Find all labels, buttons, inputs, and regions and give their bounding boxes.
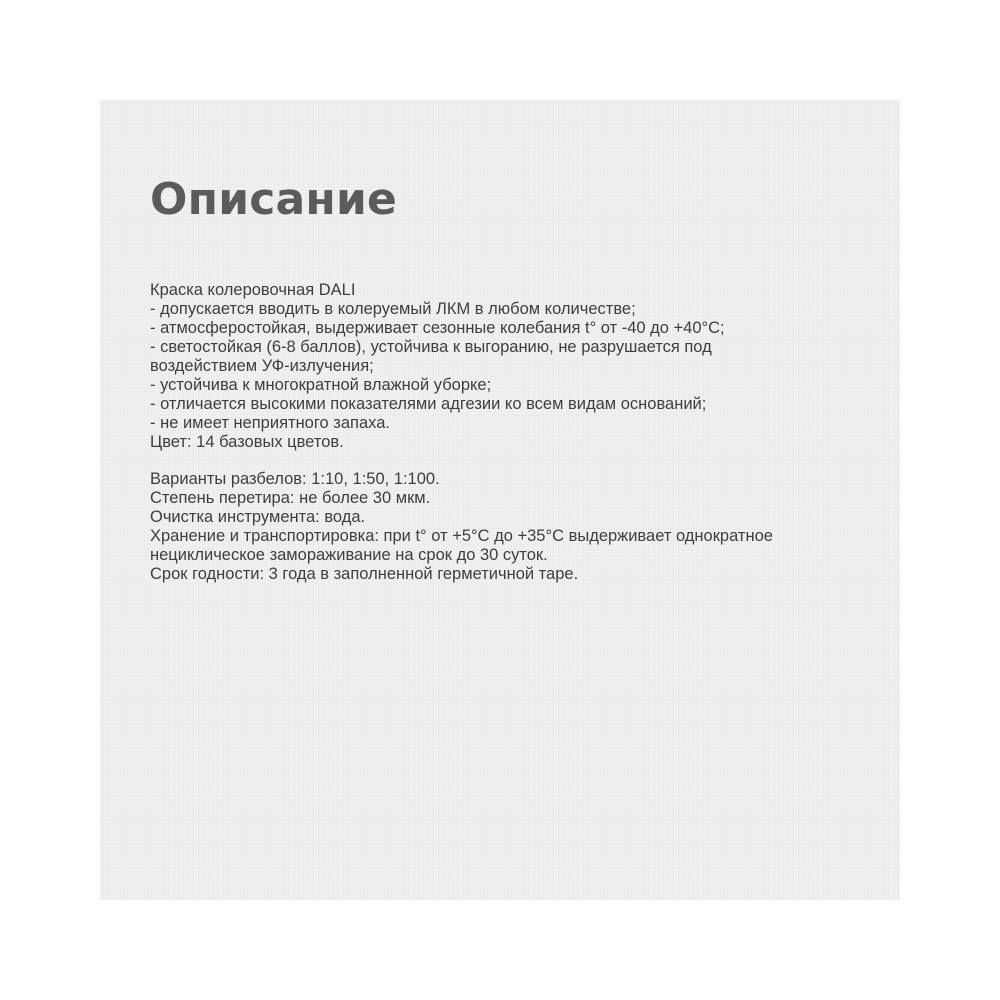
description-line: - отличается высокими показателями адгезии ко всем видам оснований; [150,395,707,413]
description-card [100,100,900,900]
description-line: - устойчива к многократной влажной уборке; [150,376,492,394]
page-title: Описание [150,174,398,225]
description-line: - допускается вводить в колеруемый ЛКМ в любом количестве; [150,300,636,318]
spec-line: Очистка инструмента: вода. [150,508,366,526]
color-count-line: Цвет: 14 базовых цветов. [150,433,344,451]
description-line: - атмосферостойкая, выдерживает сезонные колебания t° от -40 до +40°С; [150,319,725,337]
specs-block [150,470,870,584]
description-line: воздействием УФ-излучения; [150,357,374,375]
spec-line: Варианты разбелов: 1:10, 1:50, 1:100. [150,470,440,488]
description-line: Краска колеровочная DALI [150,281,356,299]
spec-line: Степень перетира: не более 30 мкм. [150,489,431,507]
description-line: - светостойкая (6-8 баллов), устойчива к выгоранию, не разрушается под [150,338,712,356]
description-line: - не имеет неприятного запаха. [150,414,390,432]
description-block [150,281,870,452]
spec-line: Хранение и транспортировка: при t° от +5°С до +35°С выдерживает однократное [150,527,773,545]
spec-line: нециклическое замораживание на срок до 30 суток. [150,546,548,564]
spec-line: Срок годности: 3 года в заполненной герметичной таре. [150,565,579,583]
